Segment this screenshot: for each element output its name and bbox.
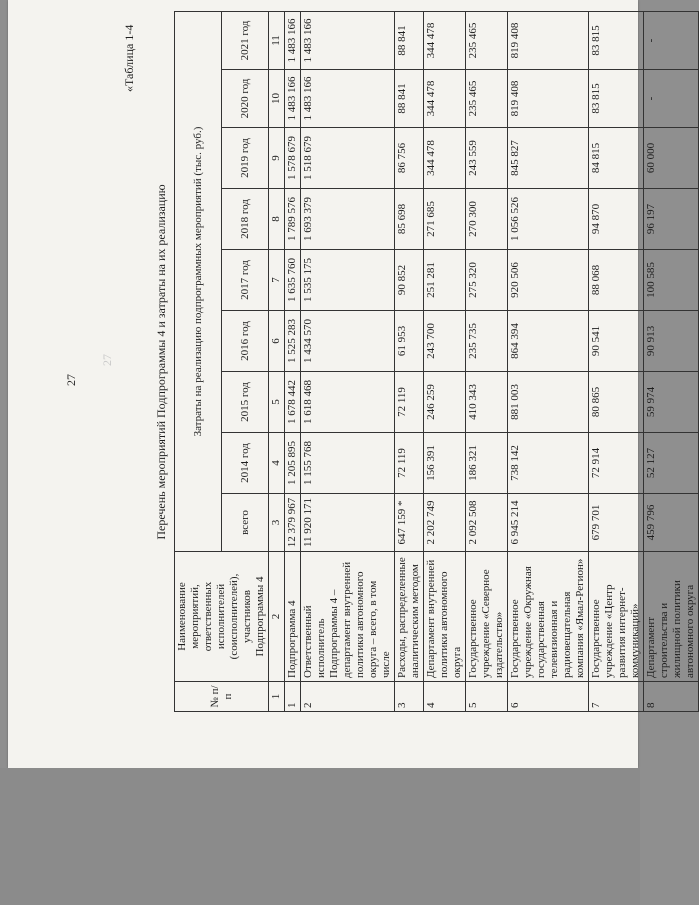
cost-value: 270 300 [466, 189, 508, 250]
cost-value: 920 506 [508, 250, 589, 311]
column-number: 6 [269, 311, 285, 372]
row-name: Государственное учреждение «Окружная государственная телевизионная и радиовещательная компания «Ямал-Регион» [508, 552, 589, 682]
cost-value: 6 945 214 [508, 494, 589, 552]
cost-value: 243 700 [424, 311, 466, 372]
cost-value: 83 815 [589, 70, 644, 128]
page-title: Перечень мероприятий Подпрограммы 4 и затраты на их реализацию [154, 184, 168, 540]
column-numbers-row [269, 12, 285, 712]
cost-value: 80 865 [589, 372, 644, 433]
cost-value: 1 518 679 [301, 128, 395, 189]
page-number: 27 [64, 374, 78, 386]
cost-value: 85 698 [395, 189, 424, 250]
cost-value: 459 796 [644, 494, 699, 552]
column-number: 7 [269, 250, 285, 311]
table-row [301, 12, 395, 712]
cost-value: 1 483 166 [285, 12, 301, 70]
cost-value: 1 635 760 [285, 250, 301, 311]
header-year: всего [222, 494, 269, 552]
row-number: 5 [466, 682, 508, 712]
cost-value: 88 841 [395, 70, 424, 128]
cost-value: 72 119 [395, 372, 424, 433]
cost-value: 88 068 [589, 250, 644, 311]
column-number: 8 [269, 189, 285, 250]
cost-value: 72 914 [589, 433, 644, 494]
cost-value: 1 483 166 [285, 70, 301, 128]
row-number: 7 [589, 682, 644, 712]
header-year: 2018 год [222, 189, 269, 250]
column-number: 2 [269, 552, 285, 682]
cost-value: - [644, 12, 699, 70]
cost-value: 1 155 768 [301, 433, 395, 494]
cost-value: 72 119 [395, 433, 424, 494]
cost-value: 1 525 283 [285, 311, 301, 372]
cost-value: 819 408 [508, 70, 589, 128]
cost-value: 1 578 679 [285, 128, 301, 189]
cost-value: 1 434 570 [301, 311, 395, 372]
cost-value: 275 320 [466, 250, 508, 311]
cost-value: 1 205 895 [285, 433, 301, 494]
cost-value: 1 535 175 [301, 250, 395, 311]
row-name: Государственное учреждение «Северное издательство» [466, 552, 508, 682]
cost-value: 2 092 508 [466, 494, 508, 552]
cost-value: 819 408 [508, 12, 589, 70]
table-row [644, 12, 699, 712]
cost-value: 52 127 [644, 433, 699, 494]
header-year: 2016 год [222, 311, 269, 372]
header-costs: Затраты на реализацию подпрограммных мероприятий (тыс. руб.) [175, 12, 222, 552]
cost-value: 344 478 [424, 12, 466, 70]
table-row [395, 12, 424, 712]
cost-value: 86 756 [395, 128, 424, 189]
cost-value: 84 815 [589, 128, 644, 189]
row-name: Департамент строительства и жилищной политики автономного округа [644, 552, 699, 682]
cost-value: 59 974 [644, 372, 699, 433]
table-row [589, 12, 644, 712]
cost-value: 1 678 442 [285, 372, 301, 433]
cost-value: 83 815 [589, 12, 644, 70]
table-reference: «Таблица 1-4 [122, 24, 136, 92]
cost-value: 100 585 [644, 250, 699, 311]
cost-value: 1 056 526 [508, 189, 589, 250]
row-name: Подпрограмма 4 [285, 552, 301, 682]
row-number: 6 [508, 682, 589, 712]
cost-value: 1 693 379 [301, 189, 395, 250]
cost-value: 90 541 [589, 311, 644, 372]
cost-value: 344 478 [424, 70, 466, 128]
cost-value: 156 391 [424, 433, 466, 494]
cost-value: 1 789 576 [285, 189, 301, 250]
cost-value: 11 920 171 [301, 494, 395, 552]
rotated-content [58, 12, 696, 712]
bleed-through-page-number: 27 [100, 354, 114, 366]
header-year: 2014 год [222, 433, 269, 494]
cost-value: 647 159 * [395, 494, 424, 552]
column-number: 9 [269, 128, 285, 189]
cost-value: 246 259 [424, 372, 466, 433]
cost-value: 235 465 [466, 12, 508, 70]
header-year: 2015 год [222, 372, 269, 433]
cost-value: 61 953 [395, 311, 424, 372]
header-year: 2020 год [222, 70, 269, 128]
cost-value: 243 559 [466, 128, 508, 189]
column-number: 3 [269, 494, 285, 552]
column-number: 10 [269, 70, 285, 128]
table-row [508, 12, 589, 712]
cost-value: 251 281 [424, 250, 466, 311]
cost-value: 1 483 166 [301, 70, 395, 128]
header-year: 2021 год [222, 12, 269, 70]
row-number: 2 [301, 682, 395, 712]
row-name: Ответственный исполнитель Подпрограммы 4 – департамент внутренней политики автономного округа – всего, в том числе [301, 552, 395, 682]
header-year: 2017 год [222, 250, 269, 311]
cost-value: 186 321 [466, 433, 508, 494]
row-name: Департамент внутренней политики автономного округа [424, 552, 466, 682]
row-number: 8 [644, 682, 699, 712]
scan-background [0, 768, 640, 905]
cost-value: 271 685 [424, 189, 466, 250]
column-number: 5 [269, 372, 285, 433]
cost-value: 410 343 [466, 372, 508, 433]
cost-value: 94 870 [589, 189, 644, 250]
column-number: 4 [269, 433, 285, 494]
cost-value: 738 142 [508, 433, 589, 494]
column-number: 11 [269, 12, 285, 70]
cost-value: 1 483 166 [301, 12, 395, 70]
cost-value: 679 701 [589, 494, 644, 552]
cost-value: 2 202 749 [424, 494, 466, 552]
cost-value: 864 394 [508, 311, 589, 372]
costs-table [174, 11, 699, 712]
column-number: 1 [269, 682, 285, 712]
row-name: Расходы, распределенные аналитическим методом [395, 552, 424, 682]
row-number: 1 [285, 682, 301, 712]
cost-value: 845 827 [508, 128, 589, 189]
row-number: 4 [424, 682, 466, 712]
cost-value: 344 478 [424, 128, 466, 189]
cost-value: 90 913 [644, 311, 699, 372]
table-row [466, 12, 508, 712]
row-name: Государственное учреждение «Центр развития интернет-коммуникаций» [589, 552, 644, 682]
cost-value: 12 379 967 [285, 494, 301, 552]
header-num: № п/п [175, 682, 269, 712]
table-row [424, 12, 466, 712]
cost-value: 235 465 [466, 70, 508, 128]
cost-value: 88 841 [395, 12, 424, 70]
cost-value: 90 852 [395, 250, 424, 311]
header-name: Наименование мероприятий, ответственных исполнителей (соисполнителей), участников Подпрограммы 4 [175, 552, 269, 682]
header-year: 2019 год [222, 128, 269, 189]
row-number: 3 [395, 682, 424, 712]
cost-value: 1 618 468 [301, 372, 395, 433]
cost-value: 96 197 [644, 189, 699, 250]
cost-value: - [644, 70, 699, 128]
cost-value: 881 003 [508, 372, 589, 433]
cost-value: 60 000 [644, 128, 699, 189]
table-row [285, 12, 301, 712]
cost-value: 235 735 [466, 311, 508, 372]
